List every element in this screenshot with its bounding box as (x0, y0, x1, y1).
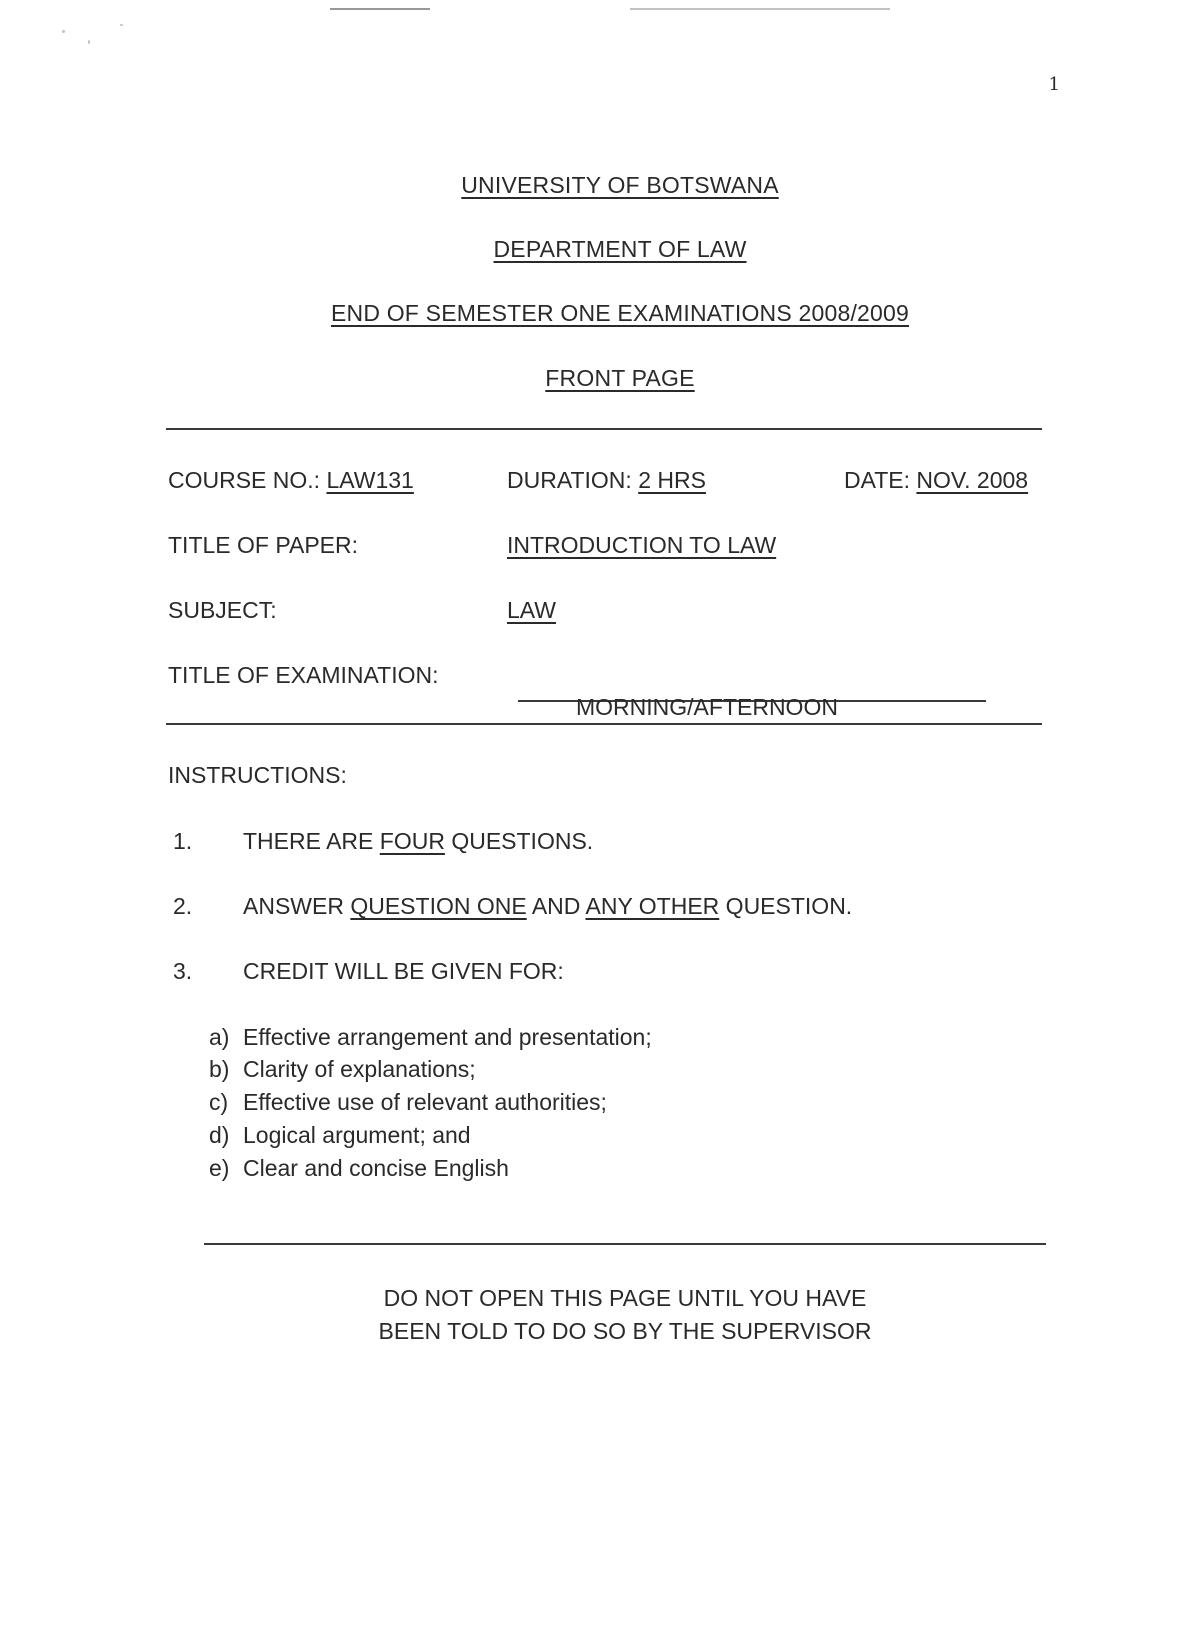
credit-item (209, 1155, 509, 1182)
course-no-label: COURSE NO.: (168, 467, 321, 493)
date-field (844, 467, 1028, 494)
warning-line-1: DO NOT OPEN THIS PAGE UNTIL YOU HAVE (383, 1285, 867, 1311)
instruction-text: CREDIT WILL BE GIVEN FOR: (243, 958, 564, 984)
instruction-text: AND (526, 893, 586, 919)
university-name: UNIVERSITY OF BOTSWANA (461, 172, 779, 198)
subject-label: SUBJECT: (168, 597, 277, 623)
credit-text: Clarity of explanations; (243, 1056, 476, 1082)
credit-item (209, 1089, 607, 1116)
instruction-number: 3. (173, 958, 193, 984)
session-value: MORNING/AFTERNOON (576, 694, 838, 720)
instruction-emphasis: QUESTION ONE (350, 893, 527, 919)
credit-item (209, 1122, 471, 1149)
instruction-text: QUESTION. (719, 893, 853, 919)
subject-value-wrap (507, 597, 556, 624)
top-divider (166, 428, 1042, 430)
credit-letter: d) (209, 1122, 230, 1148)
exam-session: END OF SEMESTER ONE EXAMINATIONS 2008/2009 (330, 300, 910, 326)
duration-field (507, 467, 706, 494)
credit-item (209, 1024, 652, 1051)
page-title-heading (0, 365, 1200, 392)
title-of-paper-label: TITLE OF PAPER: (168, 532, 358, 558)
instruction-text: ANSWER (243, 893, 351, 919)
subject-value: LAW (507, 597, 556, 623)
instruction-number: 1. (173, 828, 193, 854)
title-of-paper-value-wrap (507, 532, 776, 559)
instructions-heading: INSTRUCTIONS: (168, 762, 347, 788)
bottom-divider (204, 1243, 1046, 1245)
scan-speck (88, 40, 90, 44)
credit-text: Clear and concise English (243, 1155, 509, 1181)
scan-speck (62, 30, 65, 33)
date-value: NOV. 2008 (916, 467, 1029, 493)
scan-edge-mark (330, 8, 1170, 10)
credit-text: Effective arrangement and presentation; (243, 1024, 652, 1050)
title-of-exam-label: TITLE OF EXAMINATION: (168, 662, 439, 688)
credit-text: Logical argument; and (243, 1122, 471, 1148)
instruction-emphasis: ANY OTHER (585, 893, 720, 919)
instruction-text: QUESTIONS. (444, 828, 594, 854)
warning-notice (320, 1282, 930, 1348)
credit-letter: b) (209, 1056, 230, 1082)
credit-letter: a) (209, 1024, 230, 1050)
warning-line-2: BEEN TOLD TO DO SO BY THE SUPERVISOR (378, 1318, 872, 1344)
instruction-item (243, 828, 593, 855)
date-label: DATE: (844, 467, 911, 493)
duration-label: DURATION: (507, 467, 632, 493)
credit-letter: e) (209, 1155, 230, 1181)
page-number: 1 (1048, 74, 1060, 95)
title-of-paper-value: INTRODUCTION TO LAW (507, 532, 777, 558)
instruction-number: 2. (173, 893, 193, 919)
department-heading (0, 236, 1200, 263)
instruction-text: THERE ARE (243, 828, 380, 854)
credit-item (209, 1056, 476, 1083)
page-title: FRONT PAGE (545, 365, 695, 391)
course-no-value: LAW131 (326, 467, 414, 493)
department-name: DEPARTMENT OF LAW (493, 236, 747, 262)
university-heading (0, 172, 1200, 199)
credit-letter: c) (209, 1089, 229, 1115)
instruction-emphasis: FOUR (379, 828, 445, 854)
instruction-item (243, 958, 564, 985)
instruction-item (243, 893, 852, 920)
duration-value: 2 HRS (638, 467, 706, 493)
scan-speck (120, 24, 123, 26)
exam-session-heading (0, 300, 1200, 327)
details-divider (166, 723, 1042, 725)
course-no-field (168, 467, 414, 494)
credit-text: Effective use of relevant authorities; (243, 1089, 607, 1115)
